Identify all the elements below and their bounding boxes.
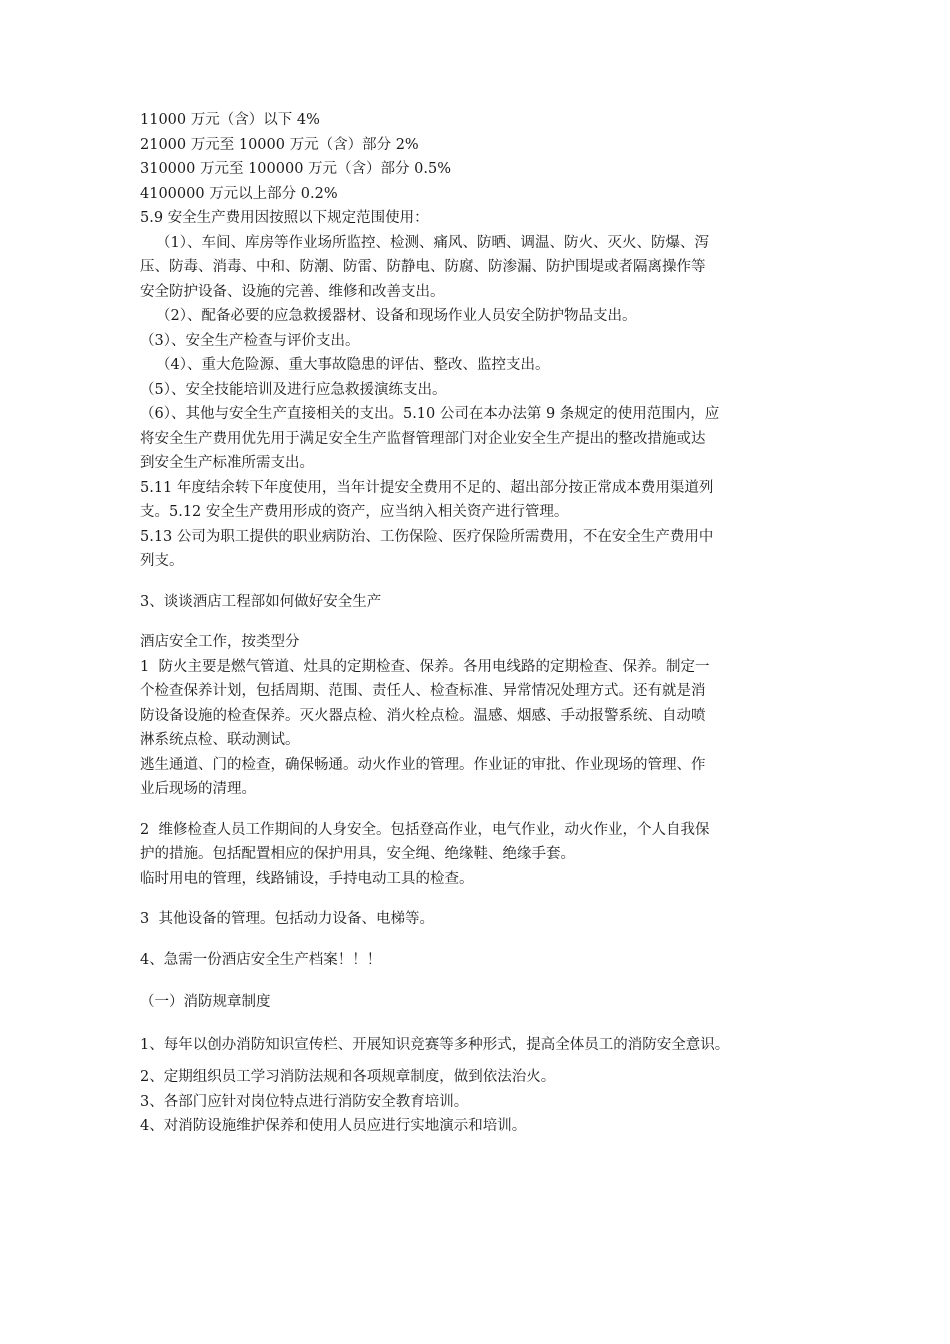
intro-3: 酒店安全工作，按类型分 bbox=[140, 634, 300, 650]
point-1b-line-1: 逃生通道、门的检查，确保畅通。动火作业的管理。作业证的审批、作业现场的管理、作 bbox=[140, 756, 706, 773]
rule-4: 4、对消防设施维护保养和使用人员应进行实地演示和培训。 bbox=[140, 1118, 527, 1134]
clause-5-13-line-2: 列支。 bbox=[140, 553, 184, 569]
point-3: 3 其他设备的管理。包括动力设备、电梯等。 bbox=[140, 911, 434, 927]
point-2-line-2: 护的措施。包括配置相应的保护用具，安全绳、绝缘鞋、绝缘手套。 bbox=[140, 846, 575, 862]
item-6-line-2: 将安全生产费用优先用于满足安全生产监督管理部门对企业安全生产提出的整改措施或达 bbox=[140, 430, 706, 447]
document-page bbox=[140, 108, 820, 1139]
rule-2: 2、定期组织员工学习消防法规和各项规章制度，做到依法治火。 bbox=[140, 1069, 556, 1085]
point-1-line-3: 防设备设施的检查保养。灭火器点检、消火栓点检。温感、烟感、手动报警系统、自动喷 bbox=[140, 707, 706, 724]
item-2: （2）、配备必要的应急救援器材、设备和现场作业人员安全防护物品支出。 bbox=[156, 308, 637, 324]
point-2-line-1: 2 维修检查人员工作期间的人身安全。包括登高作业，电气作业，动火作业，个人自我保 bbox=[140, 821, 710, 838]
item-1-line-3: 安全防护设备、设施的完善、维修和改善支出。 bbox=[140, 283, 445, 300]
item-5: （5）、安全技能培训及进行应急救援演练支出。 bbox=[140, 381, 447, 398]
point-1-line-1: 1 防火主要是燃气管道、灶具的定期检查、保养。各用电线路的定期检查、保养。制定一 bbox=[140, 658, 710, 675]
rate-line-3: 310000 万元至 100000 万元（含）部分 0.5% bbox=[140, 161, 451, 177]
heading-4: 4、急需一份酒店安全生产档案！！！ bbox=[140, 951, 382, 968]
point-1-line-4: 淋系统点检、联动测试。 bbox=[140, 732, 300, 748]
rule-3: 3、各部门应针对岗位特点进行消防安全教育培训。 bbox=[140, 1093, 469, 1110]
heading-3: 3、谈谈酒店工程部如何做好安全生产 bbox=[140, 593, 382, 610]
rate-line-2: 21000 万元至 10000 万元（含）部分 2% bbox=[140, 136, 419, 153]
point-1b-line-2: 业后现场的清理。 bbox=[140, 781, 256, 797]
item-1-line-1: （1）、车间、库房等作业场所监控、检测、痛风、防晒、调温、防火、灭火、防爆、泻 bbox=[156, 234, 709, 251]
clause-5-11-line-1: 5.11 年度结余转下年度使用，当年计提安全费用不足的、超出部分按正常成本费用渠道列 bbox=[140, 479, 714, 496]
clause-5-9: 5.9 安全生产费用因按照以下规定范围使用： bbox=[140, 210, 429, 226]
item-1-line-2: 压、防毒、消毒、中和、防潮、防雷、防静电、防腐、防渗漏、防护围堤或者隔离操作等 bbox=[140, 259, 706, 275]
item-3: （3）、安全生产检查与评价支出。 bbox=[140, 332, 360, 349]
clause-5-13-line-1: 5.13 公司为职工提供的职业病防治、工伤保险、医疗保险所需费用，不在安全生产费用中 bbox=[140, 528, 714, 545]
rate-line-1: 11000 万元（含）以下 4% bbox=[140, 112, 320, 128]
subheading-fire-rules: （一）消防规章制度 bbox=[140, 994, 271, 1010]
rate-line-4: 4100000 万元以上部分 0.2% bbox=[140, 185, 338, 202]
point-1-line-2: 个检查保养计划，包括周期、范围、责任人、检查标准、异常情况处理方式。还有就是消 bbox=[140, 683, 706, 699]
item-6-line-3: 到安全生产标准所需支出。 bbox=[140, 455, 314, 471]
point-2b: 临时用电的管理，线路铺设，手持电动工具的检查。 bbox=[140, 870, 474, 887]
rule-1: 1、每年以创办消防知识宣传栏、开展知识竞赛等多种形式，提高全体员工的消防安全意识。 bbox=[140, 1036, 730, 1053]
item-6-line-1: （6）、其他与安全生产直接相关的支出。5.10 公司在本办法第 9 条规定的使用范围内，应 bbox=[140, 406, 720, 422]
clause-5-11-line-2: 支。5.12 安全生产费用形成的资产，应当纳入相关资产进行管理。 bbox=[140, 504, 569, 520]
item-4: （4）、重大危险源、重大事故隐患的评估、整改、监控支出。 bbox=[156, 357, 550, 373]
